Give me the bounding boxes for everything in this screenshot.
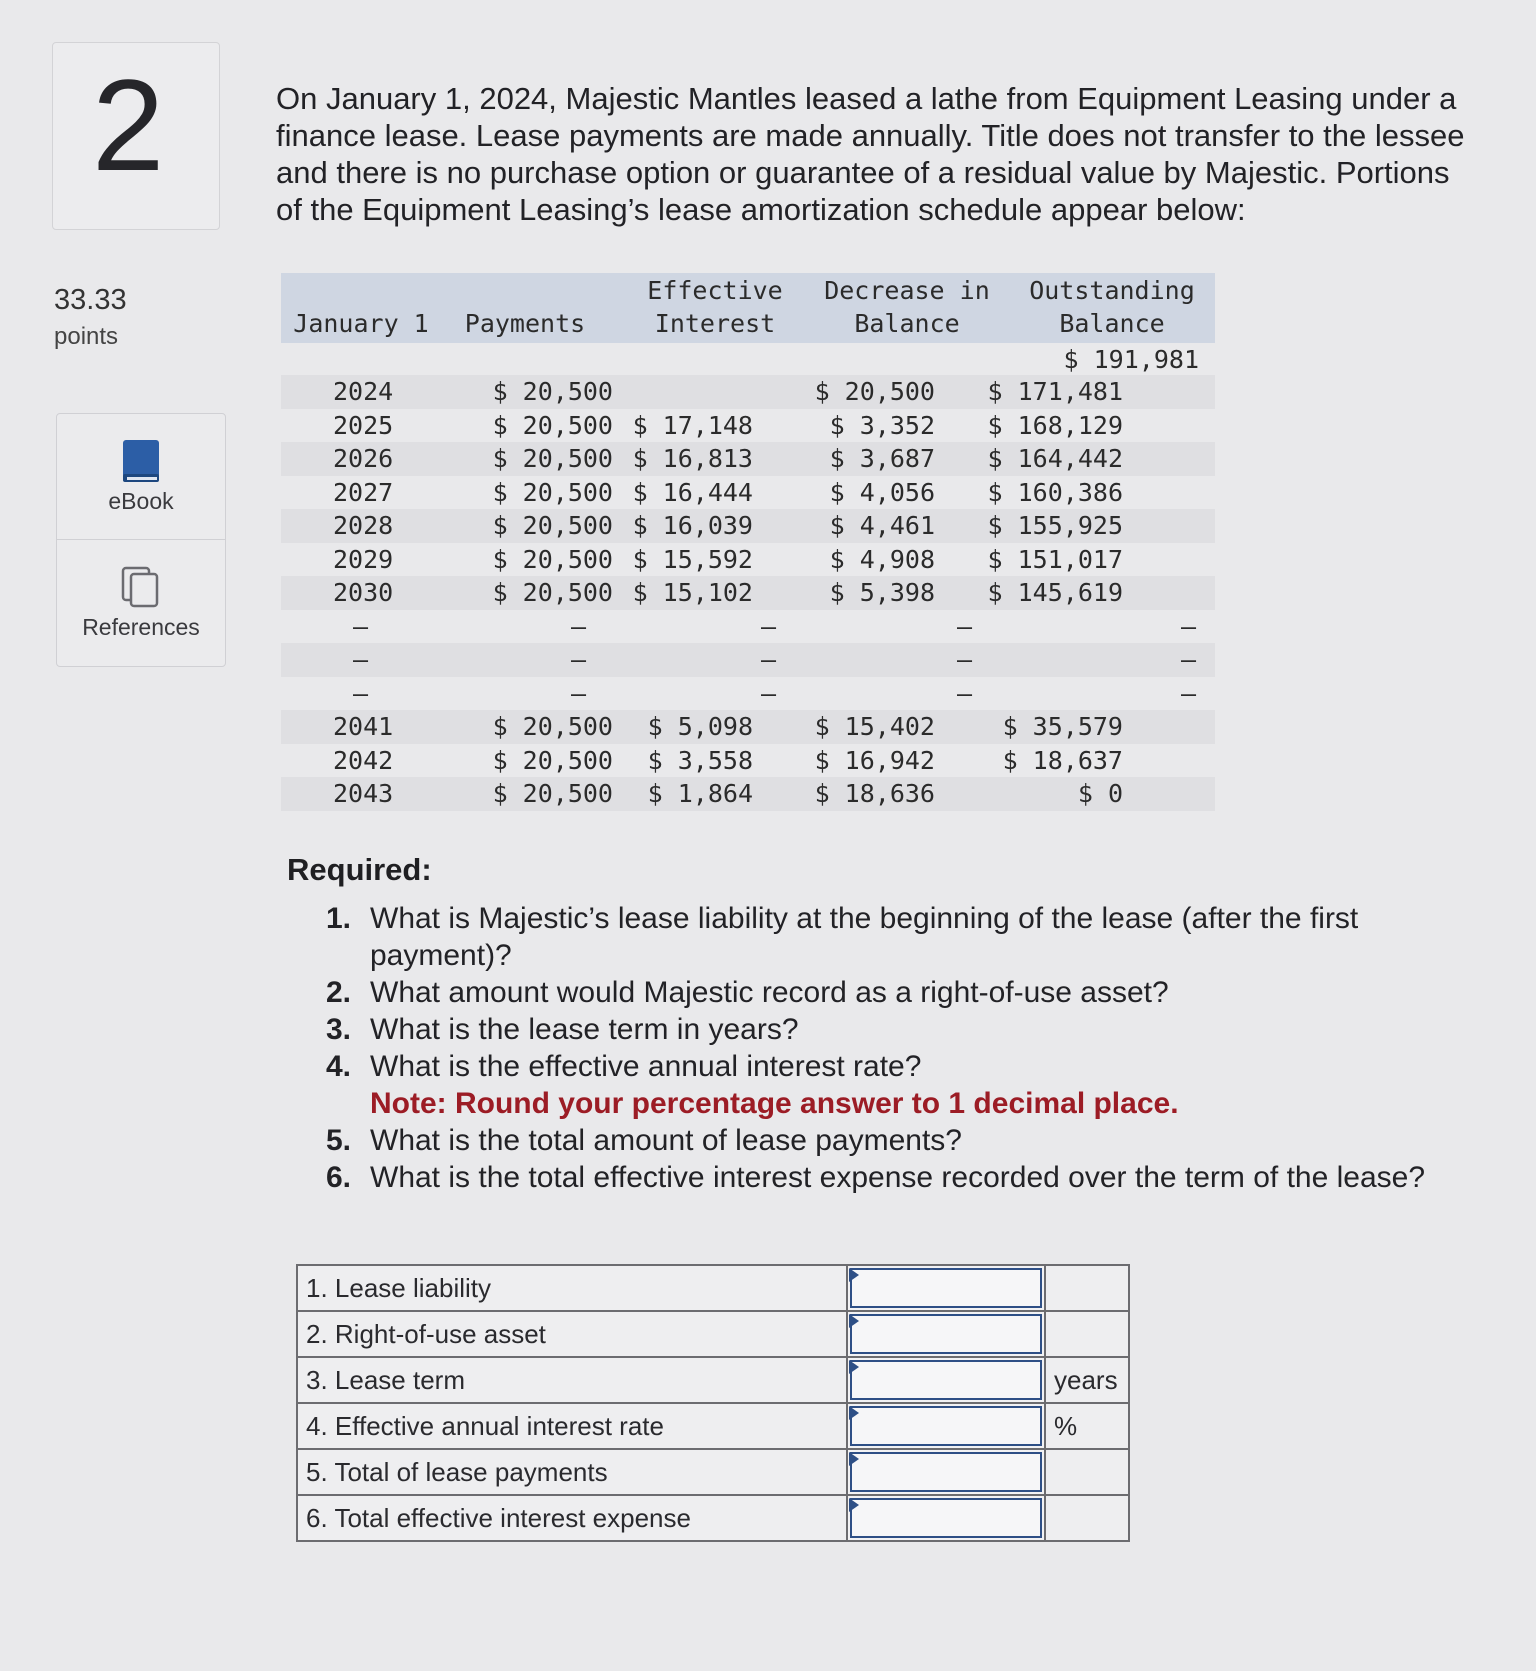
cell-decrease: — xyxy=(957,611,973,641)
cell-decrease: $ 3,352 xyxy=(829,410,935,440)
answer-unit: years xyxy=(1045,1357,1129,1403)
cell-balance: $ 151,017 xyxy=(987,544,1123,574)
answer-unit xyxy=(1045,1495,1129,1541)
required-item xyxy=(326,1048,1486,1122)
cell-decrease: $ 4,056 xyxy=(829,477,935,507)
row-band xyxy=(281,643,1215,677)
references-label: References xyxy=(82,614,200,640)
required-item xyxy=(326,1159,1486,1196)
header-effective-interest-1: Effective xyxy=(647,276,783,305)
header-decrease-2: Balance xyxy=(854,309,960,338)
cell-payment: — xyxy=(571,645,587,674)
references-button[interactable] xyxy=(57,540,225,665)
answer-row xyxy=(297,1403,1129,1449)
cell-interest: $ 1,864 xyxy=(647,779,753,808)
cell-balance: $ 155,925 xyxy=(987,511,1123,540)
question-number: 2 xyxy=(92,52,165,198)
cell-year: 2043 xyxy=(333,779,394,808)
required-item-text: What is the effective annual interest rate? xyxy=(370,1050,922,1083)
required-item-number: 1. xyxy=(326,902,352,935)
required-item xyxy=(326,1011,1486,1048)
cell-interest: $ 15,592 xyxy=(632,544,753,574)
book-icon xyxy=(119,438,163,486)
cell-payment: $ 20,500 xyxy=(492,511,613,540)
cell-interest: — xyxy=(761,611,777,641)
answer-input[interactable] xyxy=(850,1406,1042,1446)
cell-payment: $ 20,500 xyxy=(492,745,613,775)
cell-year: 2026 xyxy=(333,444,394,473)
required-item-number: 4. xyxy=(326,1050,352,1083)
cell-interest: $ 16,039 xyxy=(632,511,753,540)
header-january-1: January 1 xyxy=(293,309,429,338)
cell-payment: $ 20,500 xyxy=(492,779,613,808)
documents-icon xyxy=(119,564,163,612)
answer-unit xyxy=(1045,1311,1129,1357)
cell-payment: — xyxy=(571,611,587,641)
cell-decrease: $ 5,398 xyxy=(829,578,935,607)
caret-marker-icon xyxy=(849,1498,859,1512)
cell-decrease: $ 20,500 xyxy=(814,377,935,406)
cell-balance: $ 145,619 xyxy=(987,578,1123,607)
cell-interest: $ 17,148 xyxy=(632,410,753,440)
cell-balance: $ 168,129 xyxy=(987,410,1123,440)
cell-payment: $ 20,500 xyxy=(492,410,613,440)
cell-year: — xyxy=(353,611,369,641)
answer-row xyxy=(297,1357,1129,1403)
required-item-text: What is the lease term in years? xyxy=(370,1013,799,1046)
cell-interest: $ 16,813 xyxy=(632,444,753,473)
cell-year: 2024 xyxy=(333,377,394,406)
answer-label: 3. Lease term xyxy=(297,1357,847,1403)
resources-panel xyxy=(56,413,226,667)
answer-label: 5. Total of lease payments xyxy=(297,1449,847,1495)
cell-year: 2029 xyxy=(333,544,394,574)
required-item-number: 6. xyxy=(326,1161,352,1194)
cell-year: 2028 xyxy=(333,511,394,540)
required-item-text: What is the total effective interest expense recorded over the term of the lease? xyxy=(370,1161,1426,1194)
answer-label: 2. Right-of-use asset xyxy=(297,1311,847,1357)
cell-payment: $ 20,500 xyxy=(492,444,613,473)
cell-balance: $ 18,637 xyxy=(1002,745,1123,775)
answer-input-cell xyxy=(847,1403,1045,1449)
cell-year: 2042 xyxy=(333,745,394,775)
caret-marker-icon xyxy=(849,1360,859,1374)
cell-decrease: $ 4,908 xyxy=(829,544,935,574)
answer-row xyxy=(297,1449,1129,1495)
cell-year: 2025 xyxy=(333,410,394,440)
cell-interest: $ 5,098 xyxy=(647,712,753,741)
question-text: On January 1, 2024, Majestic Mantles leased a lathe from Equipment Leasing under a finance lease. Lease payments are made annually. Title does not transfer to the lessee and there is no purchase option or guarantee of a residual value by Majestic. Portions of the Equipment Leasing’s lease amortization schedule appear below: xyxy=(276,81,1465,227)
cell-interest: $ 15,102 xyxy=(632,578,753,607)
cell-decrease: $ 18,636 xyxy=(814,779,935,808)
answer-input[interactable] xyxy=(850,1314,1042,1354)
answer-input-cell xyxy=(847,1357,1045,1403)
cell-decrease: — xyxy=(957,645,973,674)
header-decrease-1: Decrease in xyxy=(824,276,990,305)
ebook-label: eBook xyxy=(108,488,174,514)
answer-label: 4. Effective annual interest rate xyxy=(297,1403,847,1449)
answer-input[interactable] xyxy=(850,1360,1042,1400)
cell-payment: $ 20,500 xyxy=(492,578,613,607)
required-list xyxy=(326,900,1486,1196)
header-effective-interest-2: Interest xyxy=(654,309,776,338)
cell-year: 2027 xyxy=(333,477,394,507)
cell-decrease: — xyxy=(957,678,973,708)
header-outstanding-1: Outstanding xyxy=(1029,276,1195,305)
required-item xyxy=(326,974,1486,1011)
cell-decrease: $ 3,687 xyxy=(829,444,935,473)
header-payments: Payments xyxy=(464,309,586,338)
cell-balance: $ 171,481 xyxy=(987,377,1123,406)
answer-input-cell xyxy=(847,1495,1045,1541)
answer-table xyxy=(296,1264,1130,1542)
ebook-button[interactable] xyxy=(57,414,225,540)
cell-balance: — xyxy=(1181,645,1197,674)
required-heading: Required: xyxy=(287,852,432,887)
answer-unit xyxy=(1045,1265,1129,1311)
answer-unit xyxy=(1045,1449,1129,1495)
answer-label: 1. Lease liability xyxy=(297,1265,847,1311)
required-item-text: What amount would Majestic record as a right-of-use asset? xyxy=(370,976,1169,1009)
header-outstanding-2: Balance xyxy=(1059,309,1165,338)
required-item xyxy=(326,900,1486,974)
cell-payment: $ 20,500 xyxy=(492,712,613,741)
answer-row xyxy=(297,1265,1129,1311)
cell-year: 2030 xyxy=(333,578,394,607)
cell-year: — xyxy=(353,678,369,708)
answer-label: 6. Total effective interest expense xyxy=(297,1495,847,1541)
required-item-number: 5. xyxy=(326,1124,352,1157)
cell-payment: $ 20,500 xyxy=(492,477,613,507)
cell-balance: — xyxy=(1181,678,1197,708)
cell-decrease: $ 4,461 xyxy=(829,511,935,540)
cell-balance: $ 35,579 xyxy=(1002,712,1123,741)
required-item xyxy=(326,1122,1486,1159)
cell-year: 2041 xyxy=(333,712,394,741)
caret-marker-icon xyxy=(849,1452,859,1466)
answer-input-cell xyxy=(847,1265,1045,1311)
cell-year: — xyxy=(353,645,369,674)
cell-decrease: $ 15,402 xyxy=(814,712,935,741)
cell-payment: — xyxy=(571,678,587,708)
cell-decrease: $ 16,942 xyxy=(814,745,935,775)
cell-interest: — xyxy=(761,678,777,708)
rounding-note: Note: Round your percentage answer to 1 decimal place. xyxy=(370,1087,1179,1120)
required-item-number: 2. xyxy=(326,976,352,1009)
cell-payment: $ 20,500 xyxy=(492,377,613,406)
required-item-text: What is the total amount of lease payments? xyxy=(370,1124,962,1157)
cell-balance: $ 164,442 xyxy=(987,444,1123,473)
answer-row xyxy=(297,1495,1129,1541)
required-item-number: 3. xyxy=(326,1013,352,1046)
caret-marker-icon xyxy=(849,1314,859,1328)
answer-input-cell xyxy=(847,1311,1045,1357)
cell-payment: $ 20,500 xyxy=(492,544,613,574)
caret-marker-icon xyxy=(849,1406,859,1420)
caret-marker-icon xyxy=(849,1268,859,1282)
answer-input[interactable] xyxy=(850,1452,1042,1492)
cell-balance: $ 0 xyxy=(1077,779,1123,808)
answer-input[interactable] xyxy=(850,1498,1042,1538)
answer-row xyxy=(297,1311,1129,1357)
required-item-text: What is Majestic’s lease liability at the beginning of the lease (after the first payment)? xyxy=(370,902,1359,972)
cell-interest: — xyxy=(761,645,777,674)
points-label: points xyxy=(54,323,119,350)
opening-balance: $ 191,981 xyxy=(1063,345,1199,374)
answer-input-cell xyxy=(847,1449,1045,1495)
answer-input[interactable] xyxy=(850,1268,1042,1308)
answer-unit: % xyxy=(1045,1403,1129,1449)
cell-interest: $ 3,558 xyxy=(647,745,753,775)
points-value: 33.33 xyxy=(54,284,127,316)
cell-balance: $ 160,386 xyxy=(987,477,1123,507)
cell-interest: $ 16,444 xyxy=(632,477,753,507)
cell-balance: — xyxy=(1181,611,1197,641)
